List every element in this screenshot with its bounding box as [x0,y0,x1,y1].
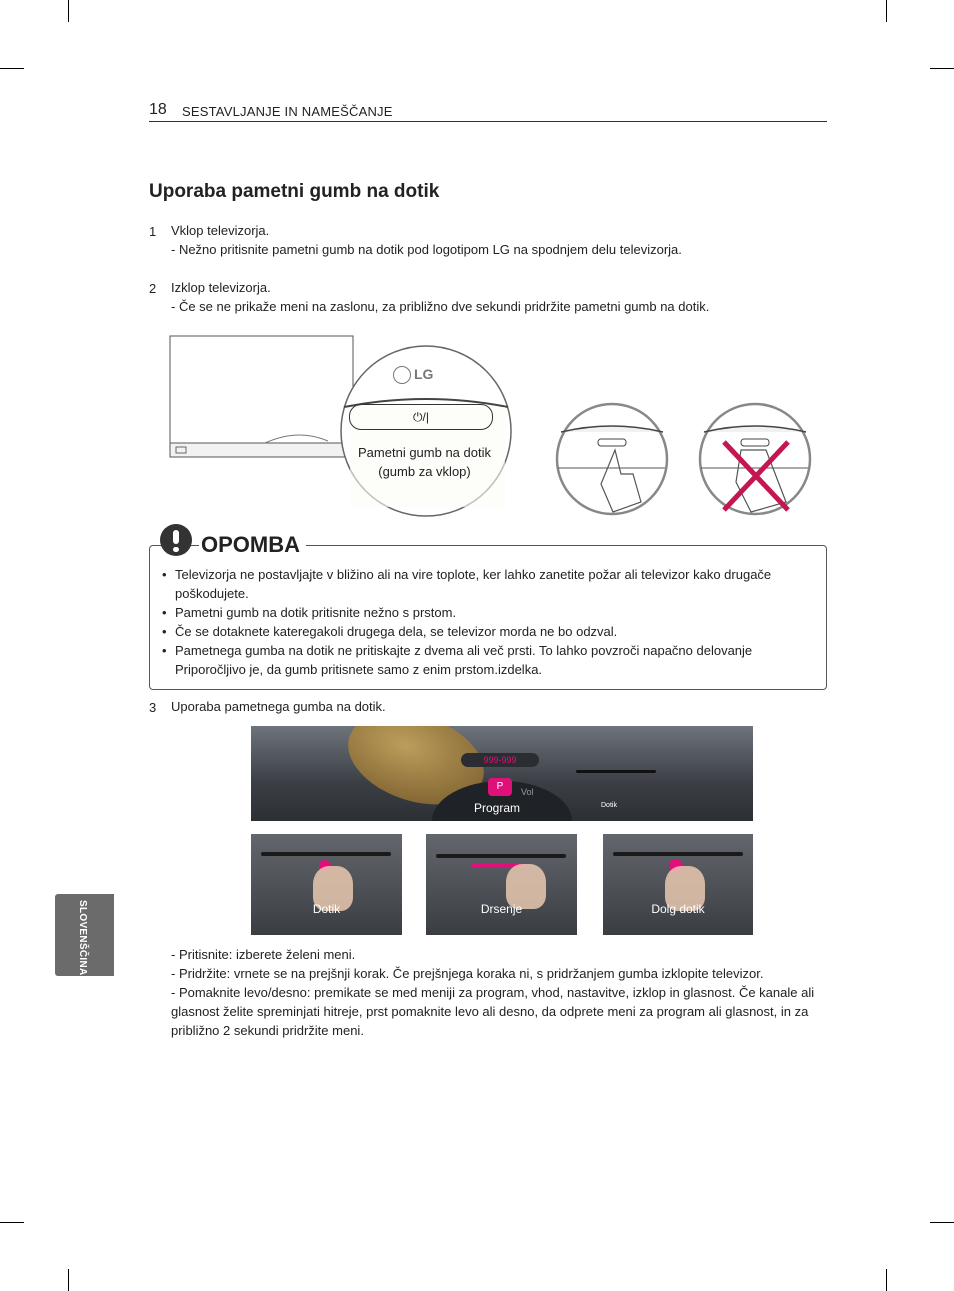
section-header: SESTAVLJANJE IN NAMEŠČANJE [182,104,393,119]
gesture-swipe-image [426,834,577,935]
gesture-caption: Drsenje [480,902,523,916]
tv-edge [576,770,656,773]
gesture-caption: Dolg dotik [651,902,705,916]
step-title: Izklop televizorja. [171,280,271,295]
illustration-caption-2: (gumb za vklop) [378,464,471,479]
step-number: 3 [149,700,157,715]
page-number: 18 [149,101,167,118]
crop-mark [930,1222,954,1223]
page-title: Uporaba pametni gumb na dotik [149,181,440,202]
menu-program-label: Program [474,801,521,815]
step-title: Uporaba pametnega gumba na dotik. [171,699,386,714]
crop-mark [886,1269,887,1291]
step-detail: - Nežno pritisnite pametni gumb na dotik pod logotipom LG na spodnjem delu televizorja. [171,242,682,257]
instruction-line: - Pridržite: vrnete se na prejšnji korak. Če prejšnjega koraka ni, s pridržanjem gumba izklopite televizor. [171,966,764,981]
instruction-line: - Pomaknite levo/desno: premikate se med meniji za program, vhod, nastavitve, izklop in glasnost. Če kanale ali glasnost želite spreminjati hitreje, prst pomaknite levo ali desno, da odprete meni za program ali glasnost, in za približno 2 sekundi pridržite meni. [171,985,815,1038]
language-tab [55,894,114,976]
step-title: Vklop televizorja. [171,223,270,238]
crop-mark [886,0,887,22]
crop-mark [68,1269,69,1291]
crop-mark [0,1222,24,1223]
two-fingers-wrong-illustration [696,402,816,517]
channel-indicator: 999-999 [461,753,539,767]
gesture-caption: Dotik [312,902,341,916]
exclamation-icon [160,524,192,556]
lg-logo-text: LG [414,366,434,382]
step-number: 1 [149,224,157,239]
menu-volume[interactable]: Vol [521,787,534,797]
gesture-long-touch-image [603,834,753,935]
note-item: • Če se dotaknete kateregakoli drugega dela, se televizor morda ne bo odzval. [162,622,817,641]
touch-label: Dotik [601,802,617,809]
crop-mark [0,68,24,69]
instruction-line: - Pritisnite: izberete želeni meni. [171,947,356,962]
note-item: • Televizorja ne postavljajte v bližino ali na vire toplote, ker lahko zanetite požar ali televizor kako drugače poškodujete. [162,565,817,603]
step-detail: - Če se ne prikaže meni na zaslonu, za približno dve sekundi pridržite pametni gumb na dotik. [171,299,710,314]
step-number: 2 [149,281,157,296]
menu-screen-image [251,726,753,821]
menu-program-button[interactable]: P [488,778,512,796]
note-item: • Pametni gumb na dotik pritisnite nežno s prstom. [162,603,817,622]
note-list [162,565,817,679]
gesture-touch-image [251,834,402,935]
note-item: • Pametnega gumba na dotik ne pritiskajte z dvema ali več prsti. To lahko povzroči napačno delovanje Priporočljivo je, da gumb pritisnete samo z enim prstom.izdelka. [162,641,817,679]
language-tab-label: SLOVENŠČINA [77,900,88,976]
crop-mark [68,0,69,22]
smart-touch-button[interactable]: ⏻/| [349,404,493,430]
lg-logo-icon [393,366,411,384]
illustration-caption-1: Pametni gumb na dotik [358,445,491,460]
crop-mark [930,68,954,69]
one-finger-correct-illustration [553,402,673,517]
note-title: OPOMBA [199,532,306,558]
header-rule [149,121,827,122]
